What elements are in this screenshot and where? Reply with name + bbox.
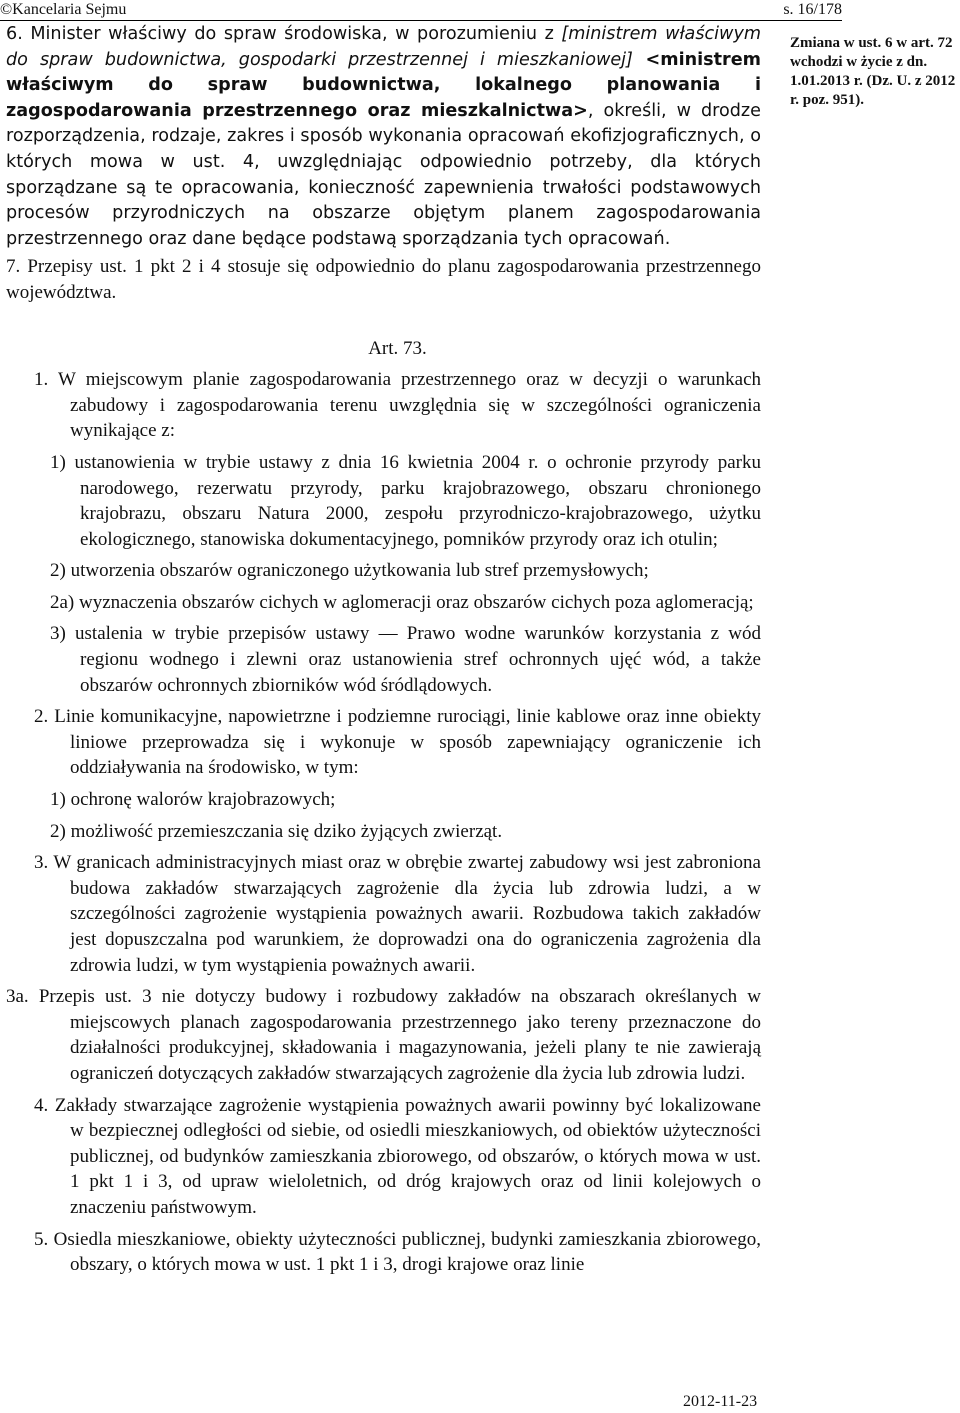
art73-section-3a: 3a. Przepis ust. 3 nie dotyczy budowy i rozbudowy zakładów na obszarach określanych w miejscowych planach zagospodarowania przestrzennego jako tereny przeznaczone do działalności produkcyjnej, składowania i magazynowania, jeżeli plany te nie zawierają ograniczeń dotyczących zakładów stwarzających zagrożenie dla życia lub zdrowia ludzi. <box>6 986 761 1084</box>
article-title: Art. 73. <box>368 337 427 359</box>
list-item: 1) ochronę walorów krajobrazowych; <box>50 789 336 811</box>
paragraph-6-old-wording: [ministrem właściwym do spraw budownictwa, gospodarki przestrzennej i mieszkaniowej] <box>6 24 761 70</box>
list-item: 2) utworzenia obszarów ograniczonego użytkowania lub stref przemysłowych; <box>50 560 649 582</box>
section-text: 1. W miejscowym planie zagospodarowania przestrzennego oraz w decyzji o warunkach zabudowy i zagospodarowania terenu uwzględnia się w szczególności ograniczenia wynikające z: <box>34 369 761 442</box>
paragraph-6-text-1: Minister właściwy do spraw środowiska, w porozumieniu z <box>22 24 562 44</box>
art73-section-4: 4. Zakłady stwarzające zagrożenie wystąpienia poważnych awarii powinny być lokalizowane w bezpiecznej odległości od siebie, od osiedli mieszkaniowych, od obiektów użyteczności publicznej, od budynków zamieszkania zbiorowego, od obszarów, o których mowa w ust. 1 pkt 1 i 3, od upraw wieloletnich, od dróg krajowych oraz od linii kolejowych o znaczeniu państwowym. <box>34 1094 761 1218</box>
header-divider <box>0 20 842 21</box>
art73-section-3: 3. W granicach administracyjnych miast oraz w obrębie zwartej zabudowy wsi jest zabroniona budowa zakładów stwarzających zagrożenie dla życia lub zdrowia ludzi, a w szczególności zagrożenie wystąpienia poważnych awarii. Rozbudowa takich zakładów jest dopuszczalna pod warunkiem, że doprowadzi ona do ograniczenia zagrożenia dla zdrowia ludzi, w tym wystąpienia poważnych awarii. <box>34 852 761 976</box>
list-item: 3) ustalenia w trybie przepisów ustawy — Prawo wodne warunków korzystania z wód regionu wodnego i zlewni oraz ustanowienia stref ochronnych ujęć wód, a także obszarów ochronnych zbiorników wód śródlądowych. <box>50 623 761 696</box>
page-number: s. 16/178 <box>783 1 842 18</box>
paragraph-7: 7. Przepisy ust. 1 pkt 2 i 4 stosuje się odpowiednio do planu zagospodarowania przestrzennego województwa. <box>6 256 761 303</box>
paragraph-6-text-2: , określi, w drodze rozporządzenia, rodzaje, zakres i sposób wykonania opracowań ekofizjograficznych, o których mowa w ust. 4, uwzględniając odpowiednio potrzeby, dla których sporządzane są te opracowania, konieczność zapewnienia trwałości podstawowych procesów przyrodniczych na obszarze objętym planem zagospodarowania przestrzennego oraz dane będące podstawą sporządzania tych opracowań. <box>6 100 761 249</box>
list-item: 1) ustanowienia w trybie ustawy z dnia 16 kwietnia 2004 r. o ochronie przyrody parku narodowego, rezerwatu przyrody, parku krajobrazowego, obszaru chronionego krajobrazu, obszaru Natura 2000, zespołu przyrodniczo-krajobrazowego, użytku ekologicznego, stanowiska dokumentacyjnego, pomników przyrody oraz ich otulin; <box>50 451 761 550</box>
art73-section-1 <box>34 367 761 698</box>
art73-section-5: 5. Osiedla mieszkaniowe, obiekty użyteczności publicznej, budynki zamieszkania zbiorowego, obszary, o których mowa w ust. 1 pkt 1 i 3, drogi krajowe oraz linie <box>34 1228 761 1276</box>
art73-section-2 <box>34 704 761 844</box>
paragraph-number: 6. <box>6 24 23 44</box>
document-body <box>6 22 761 1278</box>
paragraph-6 <box>6 22 761 252</box>
section-text: 2. Linie komunikacyjne, napowietrzne i podziemne rurociągi, linie kablowe oraz inne obiekty liniowe przeprowadza się i wykonuje w sposób zapewniający ograniczenie ich oddziaływania na środowisko, w tym: <box>34 706 761 779</box>
margin-note: Zmiana w ust. 6 w art. 72 wchodzi w życie z dn. 1.01.2013 r. (Dz. U. z 2012 r. poz. 951). <box>790 35 956 108</box>
paragraph-6-new-wording: <ministrem właściwym do spraw budownictwa, lokalnego planowania i zagospodarowania przestrzennego oraz mieszkalnictwa> <box>6 49 761 121</box>
list-item: 2) możliwość przemieszczania się dziko żyjących zwierząt. <box>50 820 503 842</box>
footer-date: 2012-11-23 <box>683 1393 758 1410</box>
header-source: ©Kancelaria Sejmu <box>0 1 127 18</box>
list-item: 2a) wyznaczenia obszarów cichych w aglomeracji oraz obszarów cichych poza aglomeracją; <box>50 591 754 613</box>
